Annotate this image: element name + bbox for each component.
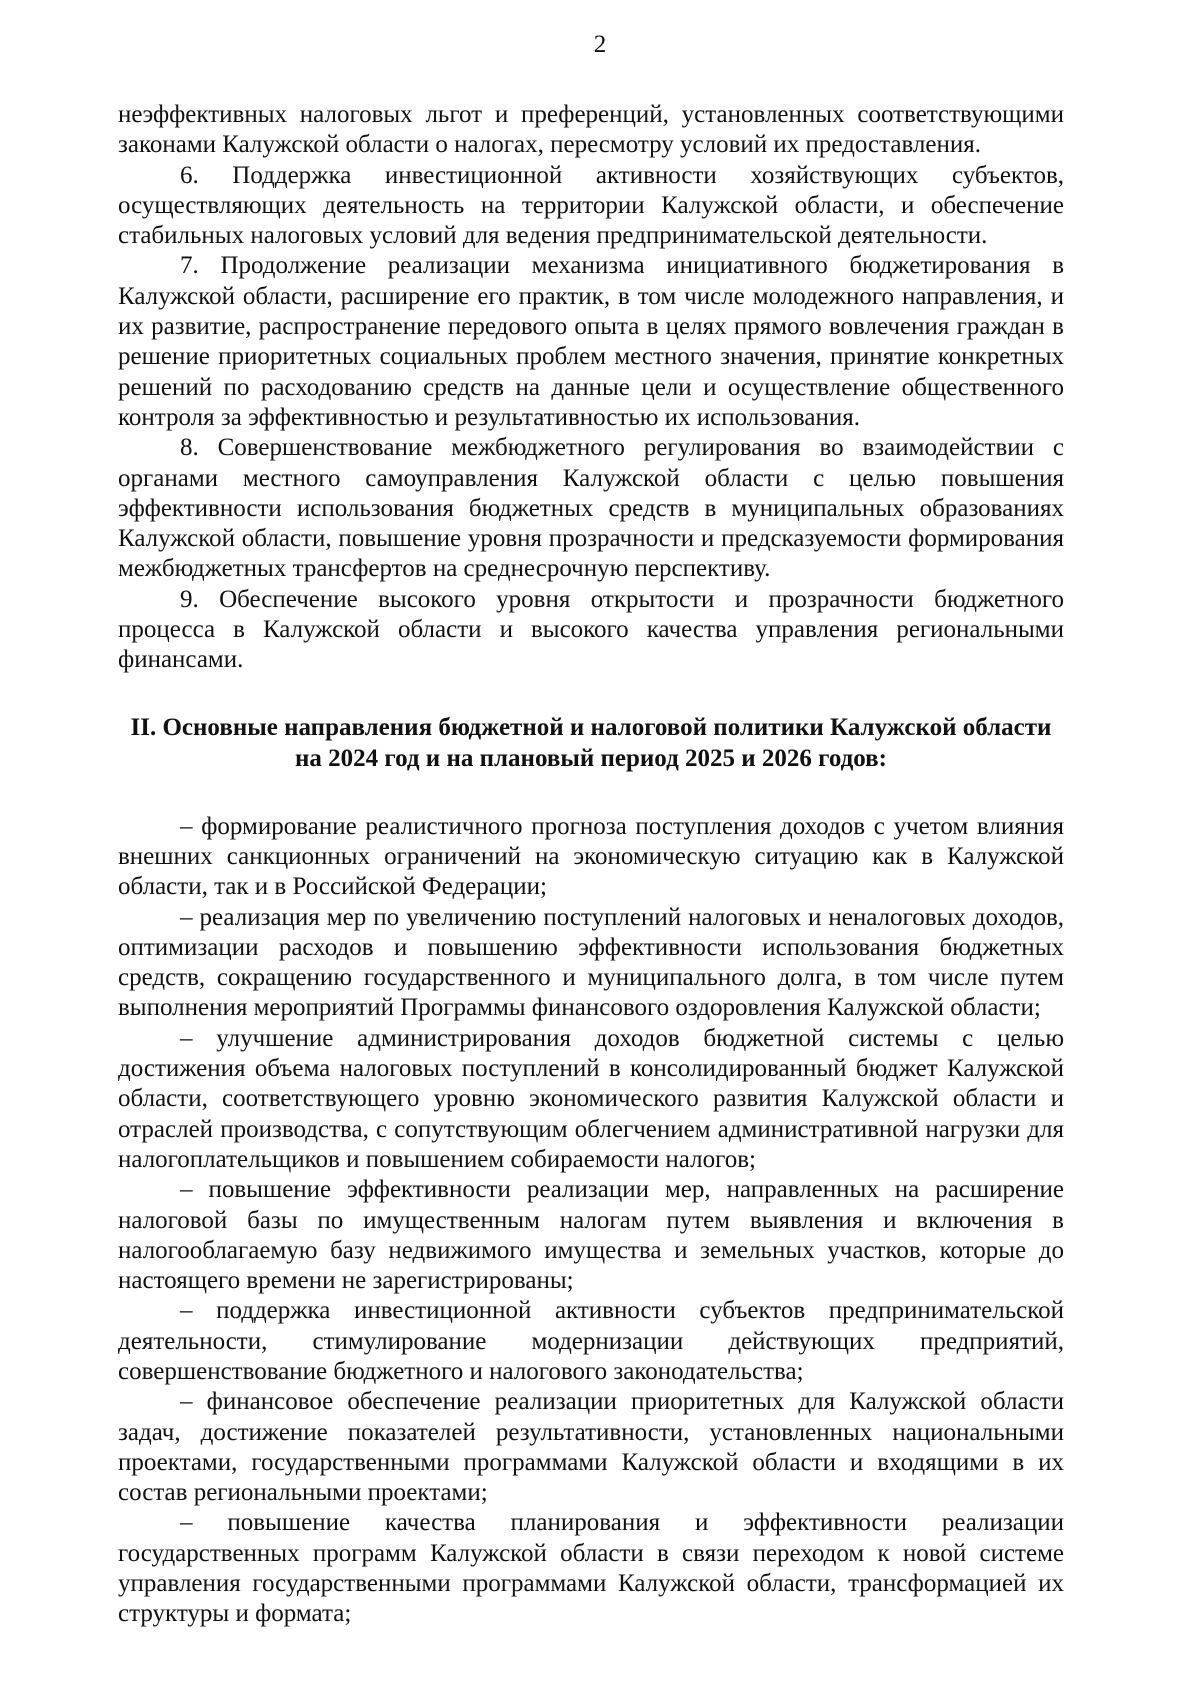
list-item: – формирование реалистичного прогноза поступления доходов с учетом влияния внешних санкционных ограничений на экономическую ситуацию как в Калужской области, так и в Российской Федерации; (118, 812, 1064, 901)
paragraph-item-7: 7. Продолжение реализации механизма инициативного бюджетирования в Калужской области, расширение его практик, в том числе молодежного направления, и их развитие, распространение передового опыта в целях прямого вовлечения граждан в решение приоритетных социальных проблем местного значения, принятие конкретных решений по расходованию средств на данные цели и осуществление общественного контроля за эффективностью и результативностью их использования. (118, 252, 1064, 431)
list-item: – повышение качества планирования и эффективности реализации государственных программ Калужской области в связи переходом к новой системе управления государственными программами Калужской области, трансформацией их структуры и формата; (118, 1509, 1064, 1628)
document-body (118, 100, 1064, 1630)
list-item: – повышение эффективности реализации мер, направленных на расширение налоговой базы по имущественным налогам путем выявления и включения в налогооблагаемую базу недвижимого имущества и земельных участков, которые до настоящего времени не зарегистрированы; (118, 1176, 1064, 1295)
section-heading-line-2: на 2024 год и на плановый период 2025 и 2026 годов: (294, 744, 887, 772)
list-item: – реализация мер по увеличению поступлений налоговых и неналоговых доходов, оптимизации расходов и повышению эффективности использования бюджетных средств, сокращению государственного и муниципального долга, в том числе путем выполнения мероприятий Программы финансового оздоровления Калужской области; (118, 903, 1064, 1022)
paragraph-item-8: 8. Совершенствование межбюджетного регулирования во взаимодействии с органами местного самоуправления Калужской области с целью повышения эффективности использования бюджетных средств в муниципальных образованиях Калужской области, повышение уровня прозрачности и предсказуемости формирования межбюджетных трансфертов на среднесрочную перспективу. (118, 434, 1064, 583)
list-item: – поддержка инвестиционной активности субъектов предпринимательской деятельности, стимулирование модернизации действующих предприятий, совершенствование бюджетного и налогового законодательства; (118, 1297, 1064, 1385)
section-heading-line-1: II. Основные направления бюджетной и налоговой политики Калужской области (130, 713, 1052, 741)
page-number: 2 (593, 31, 607, 58)
list-item: – финансовое обеспечение реализации приоритетных для Калужской области задач, достижение показателей результативности, установленных национальными проектами, государственными программами Калужской области и входящими в их состав региональными проектами; (118, 1388, 1064, 1507)
paragraph-item-9: 9. Обеспечение высокого уровня открытости и прозрачности бюджетного процесса в Калужской области и высокого качества управления региональными финансами. (118, 585, 1064, 674)
bullet-list (118, 812, 1064, 1630)
list-item: – улучшение администрирования доходов бюджетной системы с целью достижения объема налоговых поступлений в консолидированный бюджет Калужской области, соответствующего уровню экономического развития Калужской области и отраслей производства, с сопутствующим облегчением административной нагрузки для налогоплательщиков и повышением собираемости налогов; (118, 1024, 1064, 1173)
section-heading (118, 712, 1064, 774)
paragraph-item-6: 6. Поддержка инвестиционной активности хозяйствующих субъектов, осуществляющих деятельность на территории Калужской области, и обеспечение стабильных налоговых условий для ведения предпринимательской деятельности. (118, 161, 1064, 250)
paragraph-continuation: неэффективных налоговых льгот и преференций, установленных соответствующими законами Калужской области о налогах, пересмотру условий их предоставления. (118, 101, 1064, 159)
